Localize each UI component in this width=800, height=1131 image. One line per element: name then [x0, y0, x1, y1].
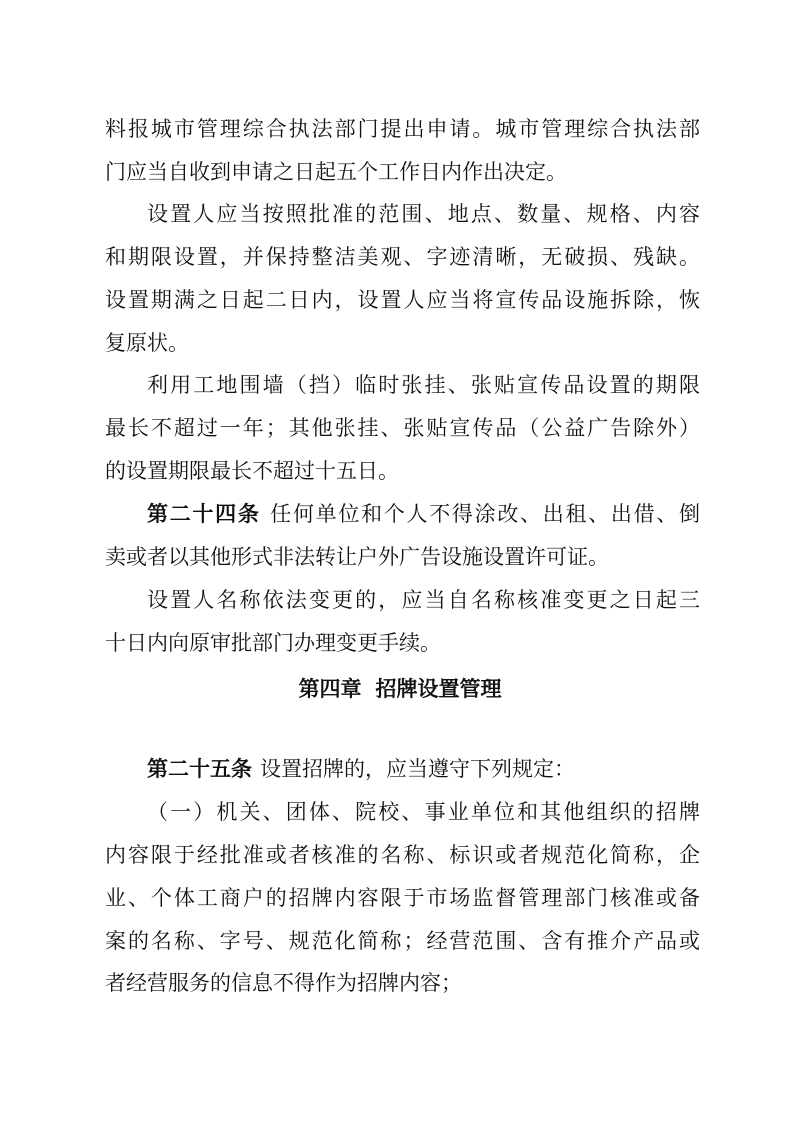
item-line: （一）机关、团体、院校、事业单位和其他组织的招牌: [147, 800, 700, 824]
item-line: 内容限于经批准或者核准的名称、标识或者规范化简称，企: [105, 843, 700, 867]
paragraph-line: 门应当自收到申请之日起五个工作日内作出决定。: [105, 160, 567, 184]
paragraph-line: 十日内向原审批部门办理变更手续。: [105, 631, 441, 655]
item-line: 案的名称、字号、规范化简称；经营范围、含有推介产品或: [105, 929, 700, 953]
article-24-text: 任何单位和个人不得涂改、出租、出借、倒: [268, 502, 701, 526]
paragraph-line: 复原状。: [105, 331, 189, 355]
paragraph-line: 的设置期限最长不超过十五日。: [105, 459, 399, 483]
article-25-line: [147, 752, 700, 786]
paragraph-line: 卖或者以其他形式非法转让户外广告设施设置许可证。: [105, 545, 609, 569]
paragraph-line: 设置期满之日起二日内，设置人应当将宣传品设施拆除，恢: [105, 288, 700, 312]
chapter-title: 招牌设置管理: [375, 677, 502, 701]
item-line: 者经营服务的信息不得作为招牌内容；: [105, 971, 462, 995]
paragraph-line: 设置人应当按照批准的范围、地点、数量、规格、内容: [147, 202, 700, 226]
chapter-number: 第四章: [298, 677, 362, 701]
chapter-heading: [0, 672, 800, 706]
paragraph-line: 最长不超过一年；其他张挂、张贴宣传品（公益广告除外）: [105, 416, 700, 440]
paragraph-line: 设置人名称依法变更的，应当自名称核准变更之日起三: [147, 588, 700, 612]
paragraph-line: 料报城市管理综合执法部门提出申请。城市管理综合执法部: [105, 117, 700, 141]
paragraph-line: 和期限设置，并保持整洁美观、字迹清晰，无破损、残缺。: [105, 245, 700, 269]
article-25-number: 第二十五条: [147, 757, 252, 781]
article-25-text: 设置招牌的，应当遵守下列规定：: [260, 757, 575, 781]
article-24-line: [147, 497, 700, 531]
item-line: 业、个体工商户的招牌内容限于市场监督管理部门核准或备: [105, 886, 700, 910]
paragraph-line: 利用工地围墙（挡）临时张挂、张贴宣传品设置的期限: [147, 373, 700, 397]
article-24-number: 第二十四条: [147, 502, 261, 526]
